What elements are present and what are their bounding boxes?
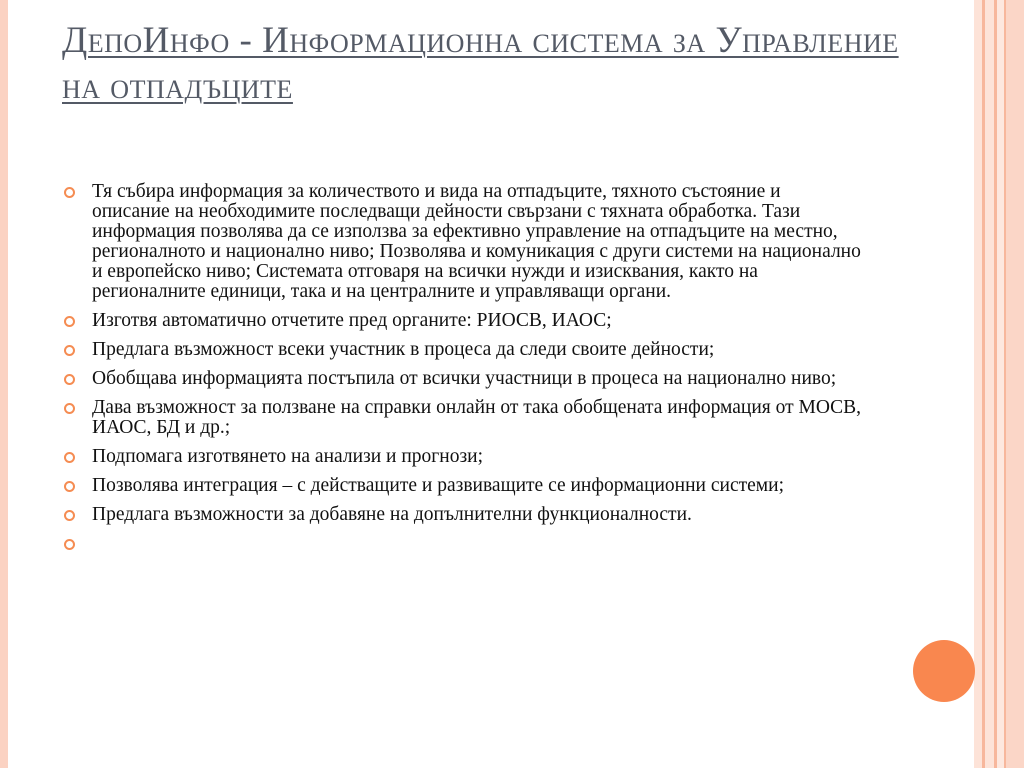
- circle-bullet-icon: [64, 403, 75, 414]
- decorative-orange-circle: [913, 640, 975, 702]
- list-item: [62, 505, 862, 525]
- right-decorative-stripes: [974, 0, 1024, 768]
- bullet-text: Предлага възможност всеки участник в процеса да следи своите дейности;: [92, 339, 715, 360]
- left-decorative-stripe: [0, 0, 8, 768]
- list-item: [62, 398, 862, 438]
- circle-bullet-icon: [64, 187, 75, 198]
- bullet-text: Подпомага изготвянето на анализи и прогнози;: [92, 446, 484, 467]
- circle-bullet-icon: [64, 374, 75, 385]
- list-item: [62, 534, 862, 554]
- list-item: [62, 447, 862, 467]
- list-item: [62, 340, 862, 360]
- bullet-text: Дава възможност за ползване на справки онлайн от така обобщената информация от МОСВ, ИАОС, БД и др.;: [92, 397, 862, 438]
- circle-bullet-icon: [64, 539, 75, 550]
- list-item: [62, 369, 862, 389]
- list-item: [62, 311, 862, 331]
- circle-bullet-icon: [64, 510, 75, 521]
- list-item: [62, 182, 862, 302]
- circle-bullet-icon: [64, 316, 75, 327]
- circle-bullet-icon: [64, 345, 75, 356]
- circle-bullet-icon: [64, 452, 75, 463]
- bullet-text: Тя събира информация за количеството и вида на отпадъците, тяхното състояние и описание на необходимите последващи дейности свързани с тяхната обработка. Тази информация позволява да се използва за ефективно управление на отпадъците на местно, регионалното и национално ниво; Позволява и комуникация с други системи на национално и европейско ниво; Системата отговаря на всички нужди и изисквания, както на регионалните единици, така и на централните и управляващи органи.: [92, 181, 861, 302]
- slide-title: ДепоИнфо - Информационна система за Управление на отпадъците: [62, 20, 899, 107]
- list-item: [62, 476, 862, 496]
- bullet-list: [62, 182, 862, 563]
- bullet-text: Изготвя автоматично отчетите пред органите: РИОСВ, ИАОС;: [92, 310, 612, 331]
- bullet-text: Обобщава информацията постъпила от всички участници в процеса на национално ниво;: [92, 368, 837, 389]
- bullet-text: Предлага възможности за добавяне на допълнителни функционалности.: [92, 504, 692, 525]
- bullet-text: Позволява интеграция – с действащите и развиващите се информационни системи;: [92, 475, 784, 496]
- circle-bullet-icon: [64, 481, 75, 492]
